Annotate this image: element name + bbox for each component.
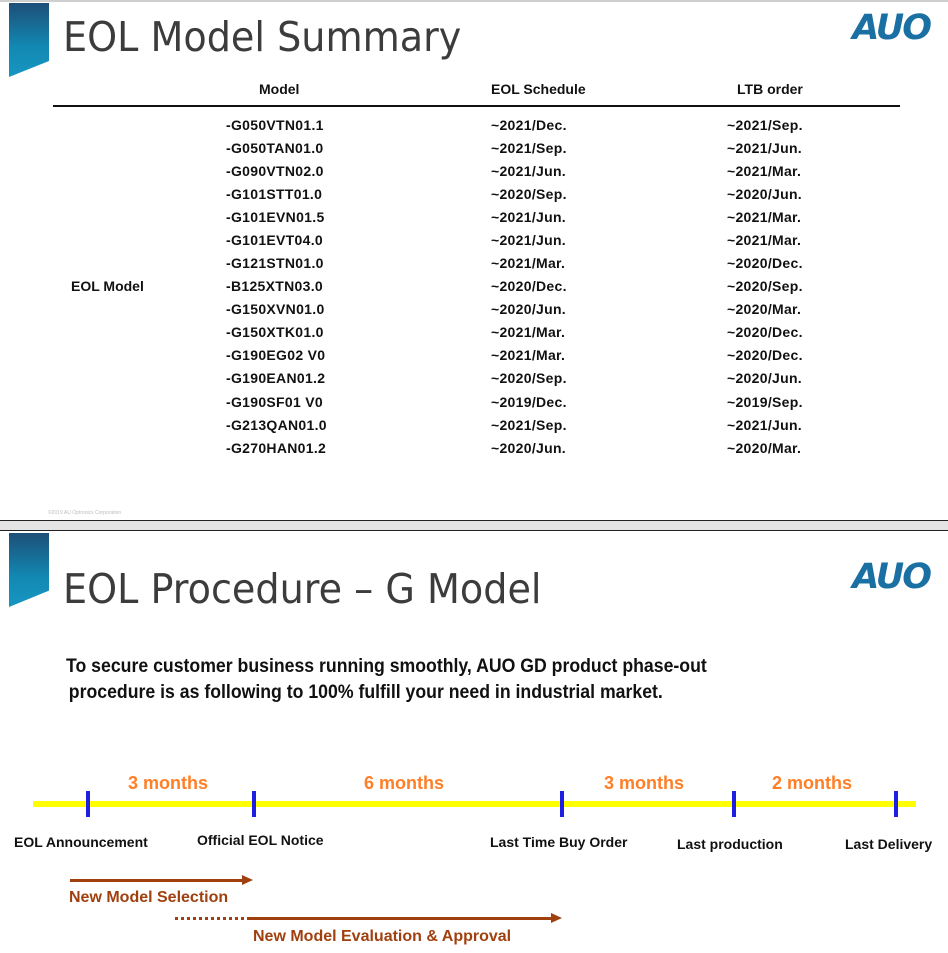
model-cell: -G270HAN01.2 xyxy=(226,440,327,456)
auo-logo: AUO xyxy=(852,8,930,48)
milestone-label: EOL Announcement xyxy=(14,834,148,850)
ltb-cell: ~2020/Mar. xyxy=(727,440,802,456)
ribbon-bookmark-icon xyxy=(9,3,49,77)
phase-label: New Model Selection xyxy=(69,889,229,906)
model-cell: -G190EG02 V0 xyxy=(226,347,326,363)
intro-line-1: To secure customer business running smoothly, AUO GD product phase-out xyxy=(66,656,707,677)
schedule-cell: ~2021/Dec. xyxy=(491,117,567,133)
timeline-bar xyxy=(33,801,916,807)
slide-separator xyxy=(0,520,948,531)
schedule-cell: ~2021/Mar. xyxy=(491,347,566,363)
tick-last-time-buy xyxy=(560,791,564,817)
duration-label: 2 months xyxy=(772,773,853,793)
ltb-cell: ~2021/Jun. xyxy=(727,140,802,156)
arrow-right-icon xyxy=(250,917,552,920)
milestone-label: Last production xyxy=(677,836,783,852)
schedule-cell: ~2021/Mar. xyxy=(491,324,566,340)
schedule-cell: ~2020/Dec. xyxy=(491,278,567,294)
schedule-cell: ~2021/Sep. xyxy=(491,417,567,433)
tick-official-eol-notice xyxy=(252,791,256,817)
column-header-model: Model xyxy=(259,81,300,97)
column-header-eol-schedule: EOL Schedule xyxy=(491,81,586,97)
ltb-cell: ~2020/Sep. xyxy=(727,278,803,294)
ltb-cell: ~2020/Mar. xyxy=(727,301,802,317)
model-cell: -G150XVN01.0 xyxy=(226,301,325,317)
ltb-cell: ~2019/Sep. xyxy=(727,394,803,410)
duration-label: 6 months xyxy=(364,773,445,793)
page-title: EOL Procedure – G Model xyxy=(63,565,542,613)
arrow-right-icon xyxy=(70,879,243,882)
milestone-label: Last Delivery xyxy=(845,836,933,852)
milestone-label: Official EOL Notice xyxy=(197,832,324,848)
schedule-cell: ~2020/Sep. xyxy=(491,370,567,386)
ltb-cell: ~2021/Mar. xyxy=(727,232,802,248)
model-cell: -G213QAN01.0 xyxy=(226,417,327,433)
ltb-cell: ~2020/Dec. xyxy=(727,324,803,340)
intro-paragraph xyxy=(66,654,707,706)
dotted-connector xyxy=(175,917,250,920)
tick-last-production xyxy=(732,791,736,817)
header-divider xyxy=(53,105,900,107)
schedule-cell: ~2020/Jun. xyxy=(491,301,566,317)
phase-label: New Model Evaluation & Approval xyxy=(253,928,512,945)
model-cell: -G090VTN02.0 xyxy=(226,163,324,179)
schedule-cell: ~2019/Dec. xyxy=(491,394,567,410)
schedule-cell: ~2020/Sep. xyxy=(491,186,567,202)
model-cell: -G101STT01.0 xyxy=(226,186,323,202)
row-group-label: EOL Model xyxy=(71,278,144,294)
model-cell: -G101EVN01.5 xyxy=(226,209,325,225)
intro-line-2: procedure is as following to 100% fulfill your need in industrial market. xyxy=(68,682,663,703)
model-cell: -G190EAN01.2 xyxy=(226,370,326,386)
model-cell: -G101EVT04.0 xyxy=(226,232,323,248)
model-cell: -G050TAN01.0 xyxy=(226,140,324,156)
ltb-cell: ~2021/Mar. xyxy=(727,163,802,179)
ltb-cell: ~2020/Dec. xyxy=(727,347,803,363)
schedule-cell: ~2021/Jun. xyxy=(491,232,566,248)
ltb-cell: ~2020/Dec. xyxy=(727,255,803,271)
ltb-cell: ~2021/Mar. xyxy=(727,209,802,225)
ltb-cell: ~2021/Sep. xyxy=(727,117,803,133)
duration-label: 3 months xyxy=(128,773,209,793)
ltb-cell: ~2020/Jun. xyxy=(727,186,802,202)
top-border xyxy=(0,0,948,2)
copyright-footer: ©2019 AU Optronics Corporation xyxy=(48,510,122,516)
schedule-cell: ~2021/Jun. xyxy=(491,209,566,225)
schedule-cell: ~2021/Sep. xyxy=(491,140,567,156)
ribbon-bookmark-icon xyxy=(9,533,49,607)
tick-eol-announcement xyxy=(86,791,90,817)
ltb-cell: ~2021/Jun. xyxy=(727,417,802,433)
model-cell: -G150XTK01.0 xyxy=(226,324,324,340)
model-cell: -G190SF01 V0 xyxy=(226,394,323,410)
model-cell: -B125XTN03.0 xyxy=(226,278,323,294)
tick-last-delivery xyxy=(894,791,898,817)
model-cell: -G050VTN01.1 xyxy=(226,117,324,133)
schedule-cell: ~2021/Jun. xyxy=(491,163,566,179)
schedule-cell: ~2021/Mar. xyxy=(491,255,566,271)
model-cell: -G121STN01.0 xyxy=(226,255,324,271)
duration-label: 3 months xyxy=(604,773,685,793)
page-title: EOL Model Summary xyxy=(63,13,462,61)
column-header-ltb-order: LTB order xyxy=(737,81,803,97)
schedule-cell: ~2020/Jun. xyxy=(491,440,566,456)
auo-logo: AUO xyxy=(852,557,930,597)
milestone-label: Last Time Buy Order xyxy=(490,834,628,850)
ltb-cell: ~2020/Jun. xyxy=(727,370,802,386)
